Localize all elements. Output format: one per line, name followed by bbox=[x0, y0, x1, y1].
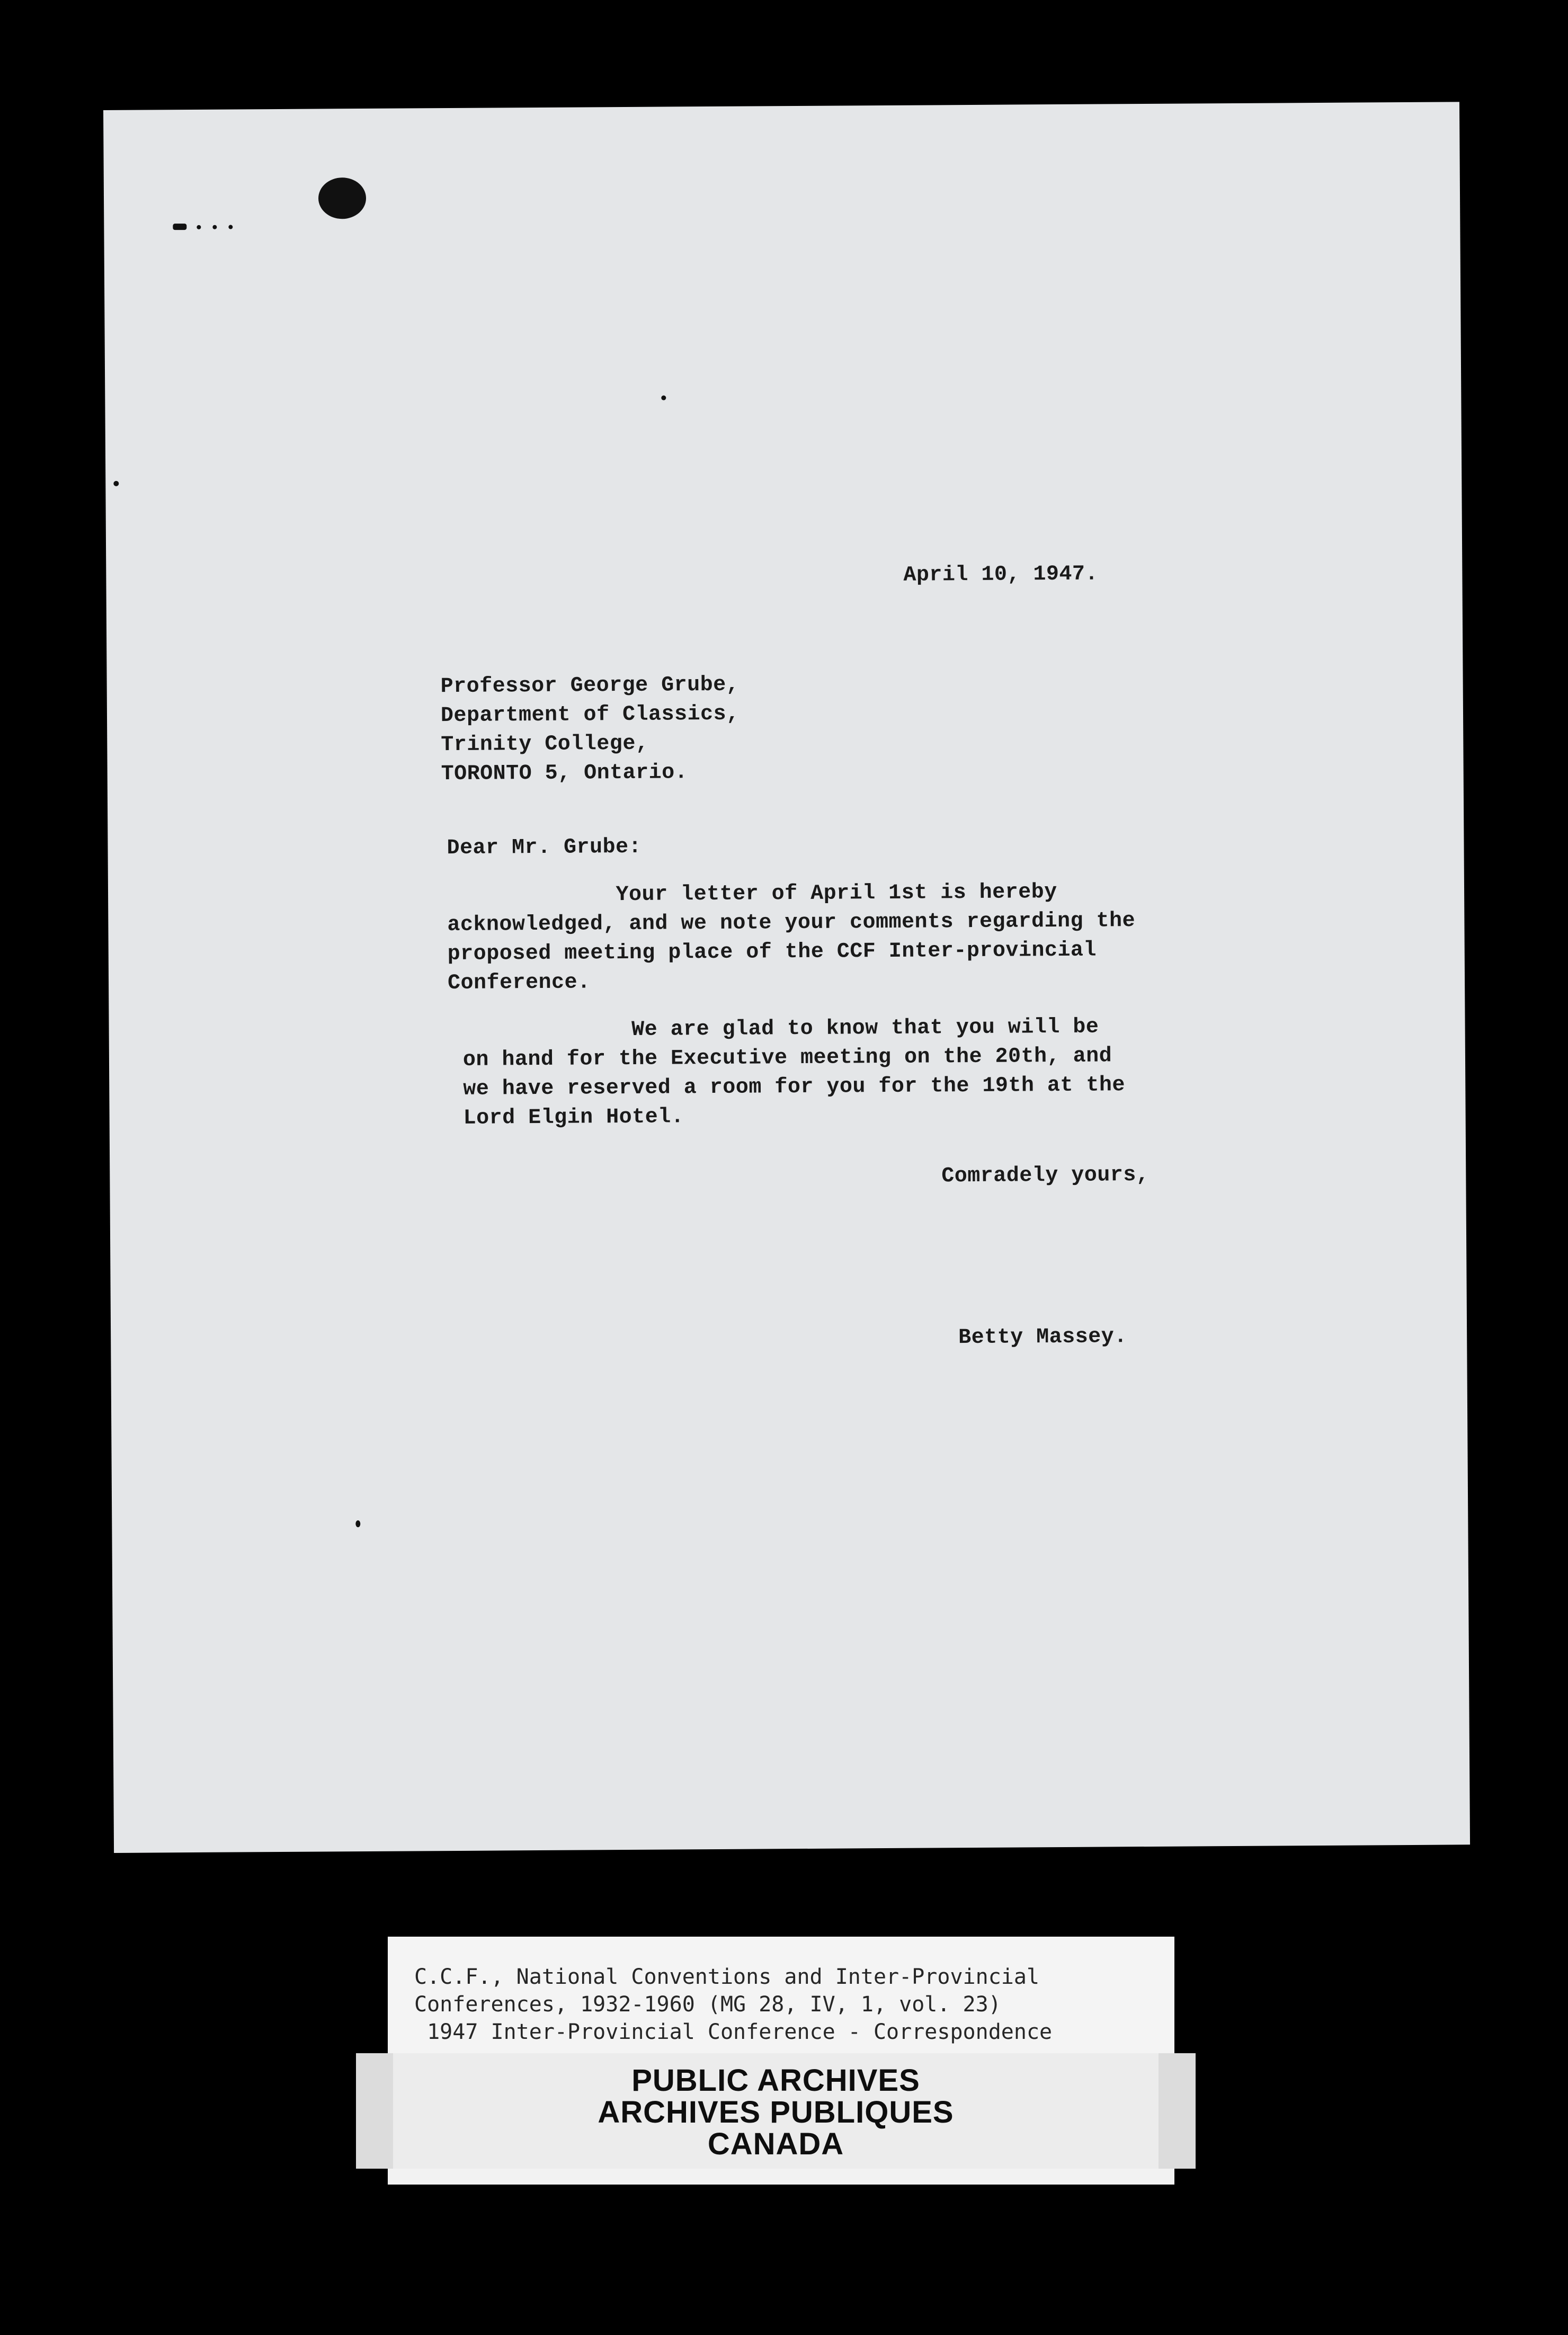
complimentary-close: Comradely yours, bbox=[941, 1163, 1150, 1189]
paragraph-line: on hand for the Executive meeting on the 20th, and bbox=[462, 1044, 1112, 1072]
recipient-address bbox=[440, 671, 740, 789]
archives-stamp bbox=[356, 2053, 1196, 2169]
paragraph-line: we have reserved a room for you for the 19th at the bbox=[463, 1073, 1126, 1101]
ink-speck bbox=[173, 224, 186, 230]
address-line: Trinity College, bbox=[441, 732, 649, 757]
address-line: Department of Classics, bbox=[440, 702, 740, 728]
stamp-line: CANADA bbox=[707, 2127, 844, 2161]
paragraph-line: Your letter of April 1st is hereby bbox=[447, 880, 1057, 908]
punch-hole-mark bbox=[318, 177, 366, 219]
letter-date: April 10, 1947. bbox=[903, 562, 1099, 587]
stamp-line: ARCHIVES PUBLIQUES bbox=[598, 2095, 954, 2129]
ink-speck bbox=[197, 225, 201, 229]
letter-page bbox=[103, 102, 1470, 1853]
label-line: C.C.F., National Conventions and Inter-Provincial bbox=[414, 1965, 1040, 1989]
signature: Betty Massey. bbox=[958, 1325, 1127, 1350]
ink-speck bbox=[113, 481, 119, 486]
paragraph-line: Conference. bbox=[447, 970, 591, 996]
label-line: Conferences, 1932-1960 (MG 28, IV, 1, vol. 23) bbox=[414, 1992, 1001, 2017]
ink-speck bbox=[212, 225, 217, 229]
body-paragraph-1 bbox=[447, 877, 1136, 998]
paragraph-line: proposed meeting place of the CCF Inter-provincial bbox=[447, 938, 1097, 967]
salutation: Dear Mr. Grube: bbox=[447, 835, 642, 861]
ink-speck bbox=[355, 1520, 360, 1527]
archive-reference-label bbox=[388, 1937, 1174, 2060]
stamp-line: PUBLIC ARCHIVES bbox=[631, 2063, 920, 2098]
label-line: 1947 Inter-Provincial Conference - Correspondence bbox=[414, 2020, 1053, 2044]
ink-speck bbox=[228, 225, 233, 229]
paragraph-line: acknowledged, and we note your comments regarding the bbox=[447, 909, 1136, 938]
address-line: Professor George Grube, bbox=[440, 673, 740, 699]
ink-speck bbox=[661, 396, 666, 400]
paragraph-line: We are glad to know that you will be bbox=[462, 1015, 1099, 1043]
body-paragraph-2 bbox=[462, 1012, 1125, 1133]
label-bottom-strip bbox=[388, 2169, 1174, 2185]
paragraph-line: Lord Elgin Hotel. bbox=[463, 1105, 684, 1130]
address-line: TORONTO 5, Ontario. bbox=[441, 761, 688, 787]
